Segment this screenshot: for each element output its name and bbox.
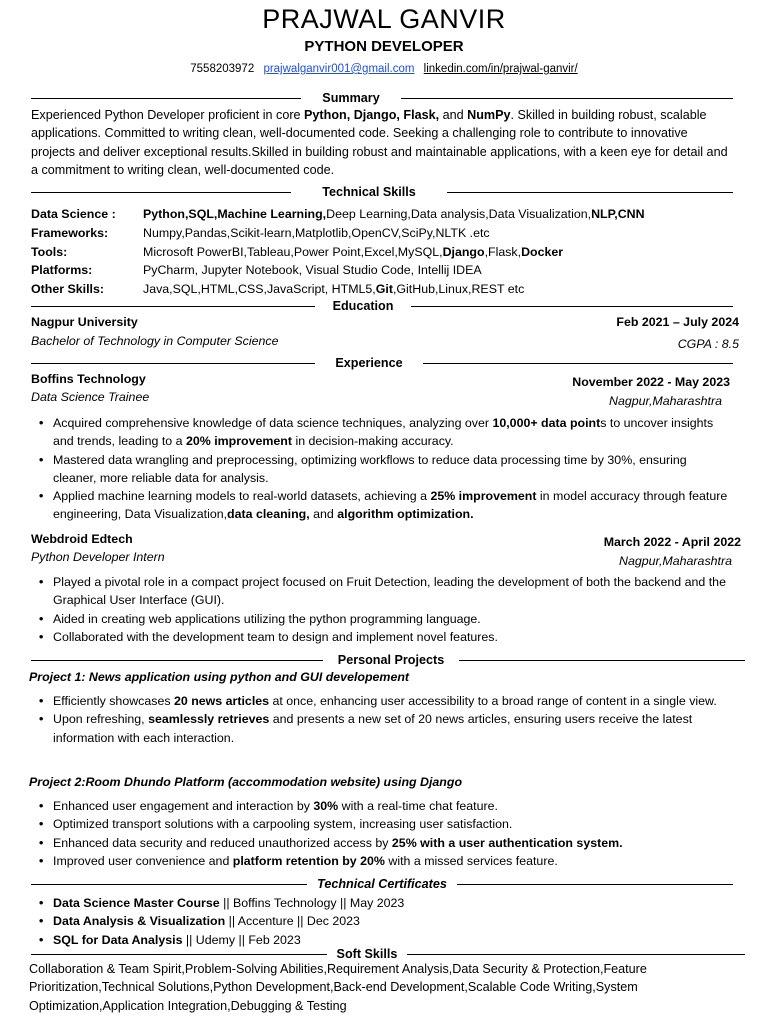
- bullet-item: [31, 573, 731, 610]
- project-title: Project 2:Room Dhundo Platform (accommodation website) using Django: [29, 775, 463, 789]
- bold-text-run: data cleaning,: [227, 507, 310, 522]
- text-run: Optimized transport solutions with a carpooling system, increasing user satisfaction.: [53, 817, 513, 832]
- text-run: Improved user convenience and: [53, 853, 233, 868]
- text-run: in model accuracy through feature engineering, Data Visualization,: [53, 489, 728, 522]
- education-dates: Feb 2021 – July 2024: [616, 315, 739, 329]
- bold-text-run: platform retention by 20%: [232, 853, 385, 868]
- bold-text-run: 10,000+ data point: [492, 416, 601, 430]
- softskills-divider-left: [31, 954, 327, 955]
- certs-divider-right: [457, 884, 733, 885]
- bold-text-run: 25% with a user authentication system.: [391, 835, 623, 850]
- certificate-item: [31, 912, 731, 930]
- text-run: s to uncover insights and trends, leading to a: [53, 416, 714, 449]
- skills-divider-left: [31, 192, 291, 193]
- bullet-item: [31, 610, 731, 628]
- text-run: at once, enhancing user accessibility to a broad range of content in a single view.: [269, 694, 717, 708]
- project-bullets: [31, 692, 731, 747]
- skills-divider-right: [447, 192, 733, 193]
- bullet-item: [31, 834, 731, 852]
- certificate-item: [31, 894, 731, 912]
- projects-heading: Personal Projects: [337, 653, 445, 667]
- education-school: Nagpur University: [31, 315, 138, 329]
- text-run: ,Flask,: [484, 245, 522, 259]
- text-run: Deep Learning,Data analysis,Data Visualization,: [326, 207, 592, 221]
- bullet-item: [31, 414, 731, 451]
- linkedin-link[interactable]: linkedin.com/in/prajwal-ganvir/: [423, 63, 578, 75]
- certs-divider-left: [31, 884, 307, 885]
- bullet-item: [31, 815, 731, 833]
- skill-category-label: Frameworks:: [31, 226, 109, 240]
- text-run: . Skilled in building robust, scalable applications. Committed to writing clean, well-documented code. Seeking a challenging role to contribute to innovative projects and deliver exceptional results.Skilled in building robust and maintainable applications, with a keen eye for detail and a commitment to writing clean, well-documented code.: [31, 108, 728, 177]
- text-run: Enhanced user engagement and interaction by: [53, 799, 314, 813]
- text-run: Collaborated with the development team to design and implement novel features.: [53, 629, 498, 644]
- text-run: and presents a new set of 20 news articles, ensuring users receive the latest information with each interaction.: [53, 712, 693, 745]
- text-run: Upon refreshing,: [53, 712, 149, 727]
- job-location: Nagpur,Maharashtra: [609, 394, 722, 408]
- certificate-details: || Udemy || Feb 2023: [182, 932, 301, 947]
- text-run: Played a pivotal role in a compact project focused on Fruit Detection, leading the development of both the backend and the Graphical User Interface (GUI).: [53, 575, 726, 608]
- job-bullets: [31, 573, 731, 646]
- text-run: with a real-time chat feature.: [338, 799, 498, 813]
- skill-category-label: Tools:: [31, 245, 68, 259]
- skill-category-label: Other Skills:: [31, 282, 104, 296]
- bold-text-run: 20 news articles: [173, 694, 270, 708]
- text-run: and: [439, 108, 468, 122]
- certificate-details: || Boffins Technology || May 2023: [219, 896, 405, 910]
- candidate-name: PRAJWAL GANVIR: [262, 4, 506, 34]
- bold-text-run: algorithm optimization.: [337, 507, 474, 522]
- job-bullets: [31, 414, 731, 524]
- certificate-name: SQL for Data Analysis: [53, 932, 183, 947]
- bold-text-run: seamlessly retrieves: [148, 712, 270, 727]
- bold-text-run: 20% improvement: [185, 434, 292, 449]
- bullet-item: [31, 710, 731, 747]
- text-run: Experienced Python Developer proficient in core: [31, 108, 305, 122]
- text-run: Java,SQL,HTML,CSS,JavaScript, HTML5,: [143, 282, 376, 296]
- bullet-item: [31, 451, 731, 488]
- job-company: Boffins Technology: [31, 372, 146, 386]
- text-run: Mastered data wrangling and preprocessing, optimizing workflows to reduce data processing time by 30%, ensuring cleaner, more reliable data for analysis.: [53, 452, 687, 485]
- softskills-divider-right: [407, 954, 745, 955]
- bold-text-run: Django: [442, 245, 485, 259]
- experience-divider-right: [423, 363, 733, 364]
- bold-text-run: NumPy: [467, 108, 511, 122]
- project-title: Project 1: News application using python and GUI developement: [29, 670, 410, 684]
- summary-divider-right: [401, 98, 733, 99]
- contact-line: [0, 61, 768, 77]
- skill-category-values: [143, 224, 490, 242]
- text-run: with a missed services feature.: [384, 853, 558, 868]
- summary-text: [31, 106, 731, 179]
- education-divider-right: [411, 306, 733, 307]
- projects-divider-right: [459, 660, 745, 661]
- job-role: Data Science Trainee: [31, 390, 150, 404]
- job-title: PYTHON DEVELOPER: [304, 38, 464, 55]
- text-run: PyCharm, Jupyter Notebook, Visual Studio Code, Intellij IDEA: [143, 263, 482, 277]
- text-run: in decision-making accuracy.: [292, 434, 454, 449]
- text-run: Enhanced data security and reduced unauthorized access by: [53, 835, 392, 850]
- bullet-item: [31, 692, 731, 710]
- certificate-name: Data Analysis & Visualization: [53, 914, 226, 929]
- certificate-name: Data Science Master Course: [53, 896, 220, 910]
- softskills-heading: Soft Skills: [336, 947, 398, 961]
- job-company: Webdroid Edtech: [31, 532, 133, 546]
- job-location: Nagpur,Maharashtra: [619, 554, 732, 568]
- skill-category-values: [143, 205, 645, 223]
- certs-heading: Technical Certificates: [317, 877, 447, 891]
- text-run: ,GitHub,Linux,REST etc: [392, 282, 525, 296]
- skills-heading: Technical Skills: [322, 185, 416, 199]
- skill-category-label: Platforms:: [31, 263, 93, 277]
- skill-category-values: [143, 261, 482, 279]
- skill-category-values: [143, 280, 524, 298]
- job-role: Python Developer Intern: [31, 550, 165, 564]
- education-cgpa: CGPA : 8.5: [677, 337, 739, 351]
- softskills-text: Collaboration & Team Spirit,Problem-Solving Abilities,Requirement Analysis,Data Security & Protection,Feature Prioritization,Technical Solutions,Python Development,Back-end Development,Scalable Code Writing,System Optimization,Application Integration,Debugging & Testing: [29, 962, 647, 1013]
- text-run: Efficiently showcases: [53, 694, 174, 708]
- skill-category-values: [143, 243, 563, 261]
- bullet-item: [31, 628, 731, 646]
- education-degree: Bachelor of Technology in Computer Science: [31, 334, 279, 348]
- job-dates: March 2022 - April 2022: [603, 535, 741, 549]
- education-heading: Education: [332, 299, 394, 313]
- projects-divider-left: [31, 660, 323, 661]
- project-bullets: [31, 797, 731, 870]
- certificate-details: || Accenture || Dec 2023: [225, 914, 360, 929]
- bullet-item: [31, 852, 731, 870]
- bold-text-run: NLP,CNN: [591, 207, 645, 221]
- job-dates: November 2022 - May 2023: [572, 375, 730, 389]
- text-run: Aided in creating web applications utilizing the python programming language.: [53, 611, 481, 626]
- bullet-item: [31, 797, 731, 815]
- text-run: Microsoft PowerBI,Tableau,Power Point,Excel,MySQL,: [143, 245, 443, 259]
- bold-text-run: Python, Django, Flask,: [304, 108, 440, 122]
- bold-text-run: Git: [375, 282, 393, 296]
- bold-text-run: 25% improvement: [430, 489, 537, 504]
- bold-text-run: Python,SQL,Machine Learning,: [143, 207, 327, 221]
- summary-heading: Summary: [322, 91, 380, 105]
- email-link[interactable]: prajwalganvir001@gmail.com: [263, 63, 415, 75]
- certificate-list: [31, 894, 731, 949]
- text-run: and: [309, 507, 338, 522]
- text-run: Acquired comprehensive knowledge of data science techniques, analyzing over: [53, 416, 493, 430]
- text-run: Applied machine learning models to real-world datasets, achieving a: [53, 489, 431, 504]
- experience-divider-left: [31, 363, 315, 364]
- bold-text-run: 30%: [313, 799, 339, 813]
- skill-category-label: Data Science :: [31, 207, 116, 221]
- education-divider-left: [31, 306, 315, 307]
- bullet-item: [31, 487, 731, 524]
- text-run: Numpy,Pandas,Scikit-learn,Matplotlib,OpenCV,SciPy,NLTK .etc: [143, 226, 490, 240]
- bold-text-run: Docker: [521, 245, 564, 259]
- phone-number: 7558203972: [190, 63, 255, 75]
- summary-divider-left: [31, 98, 301, 99]
- experience-heading: Experience: [335, 356, 403, 370]
